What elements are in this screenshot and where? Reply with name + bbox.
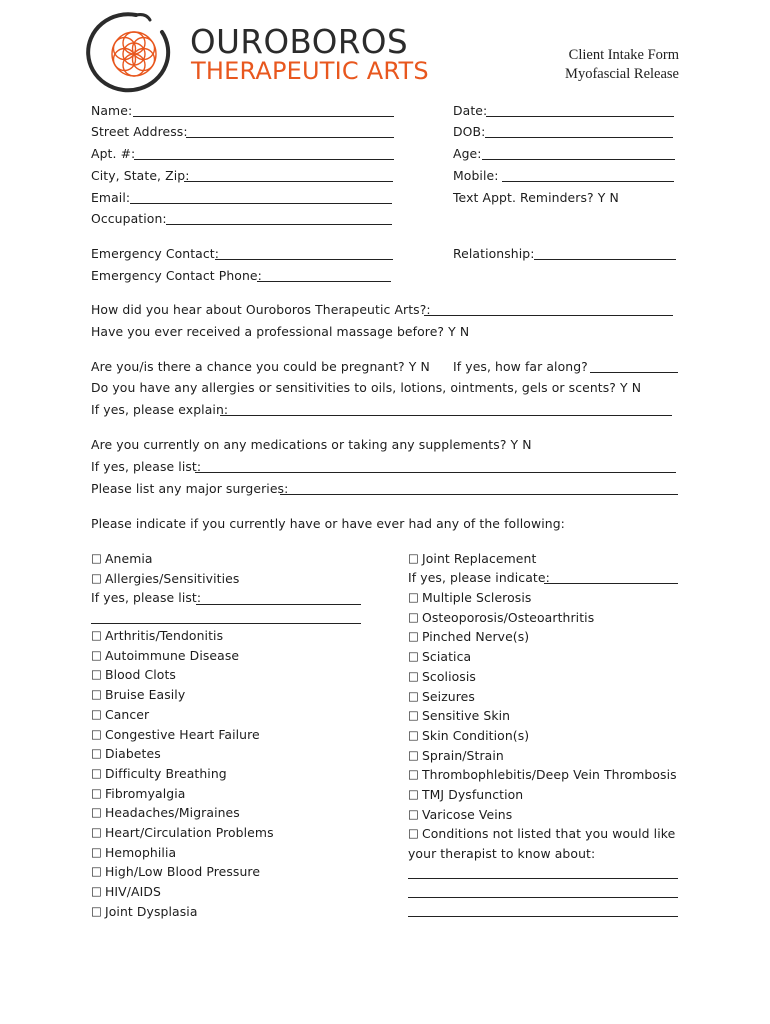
allergies-list-field-2[interactable] [91, 623, 361, 624]
emergency-contact-label: Emergency Contact: [91, 246, 220, 261]
other-conditions-field-3[interactable] [408, 916, 678, 917]
condition-item[interactable] [408, 728, 529, 744]
city-field[interactable] [184, 181, 393, 182]
condition-label: Hemophilia [104, 844, 177, 860]
condition-item[interactable] [91, 884, 161, 900]
condition-item[interactable] [408, 807, 512, 823]
condition-label: Heart/Circulation Problems [104, 825, 274, 840]
pregnant-question[interactable]: Are you/is there a chance you could be pregnant? Y N [91, 359, 430, 374]
condition-item[interactable] [91, 648, 239, 664]
condition-item[interactable]: □ Joint Replacement [408, 551, 537, 566]
brand-name: OUROBOROS [190, 23, 409, 61]
checkbox-icon[interactable]: □ [408, 590, 419, 604]
condition-item[interactable] [91, 864, 260, 880]
street-field[interactable] [186, 137, 394, 138]
email-field[interactable] [130, 203, 392, 204]
form-subtitle: Myofascial Release [565, 66, 679, 82]
brand-subtitle: THERAPEUTIC ARTS [191, 57, 429, 85]
condition-item[interactable] [91, 628, 223, 644]
condition-item[interactable] [91, 805, 240, 821]
form-title: Client Intake Form [568, 47, 679, 63]
name-field[interactable] [133, 116, 394, 117]
condition-item[interactable] [91, 904, 198, 920]
allergies-question[interactable]: Do you have any allergies or sensitivities to oils, lotions, ointments, gels or scents? Y N [91, 380, 642, 395]
condition-item[interactable] [91, 707, 149, 723]
condition-label: Multiple Sclerosis [421, 590, 532, 605]
condition-item[interactable] [91, 766, 227, 782]
checkbox-icon[interactable]: □ [408, 551, 419, 565]
heard-about-field[interactable] [424, 315, 673, 316]
condition-label: Blood Clots [104, 667, 176, 683]
age-label: Age: [453, 146, 482, 161]
condition-item[interactable] [408, 767, 677, 783]
condition-item[interactable] [408, 787, 523, 803]
checkbox-icon[interactable]: □ [91, 903, 102, 918]
condition-item[interactable] [91, 746, 161, 762]
condition-label: Skin Condition(s) [421, 727, 530, 743]
surgeries-field[interactable] [280, 494, 678, 495]
condition-item[interactable] [91, 786, 185, 802]
condition-label: HIV/AIDS [104, 884, 161, 900]
emergency-phone-label: Emergency Contact Phone: [91, 268, 262, 283]
condition-label: Thrombophlebitis/Deep Vein Thrombosis [421, 767, 677, 783]
allergies-explain-label: If yes, please explain: [91, 402, 229, 417]
condition-label: Fibromyalgia [104, 785, 186, 801]
emergency-phone-field[interactable] [257, 281, 391, 282]
surgeries-label: Please list any major surgeries: [91, 481, 289, 496]
emergency-contact-field[interactable] [215, 259, 393, 260]
street-label: Street Address: [91, 124, 188, 139]
checkbox-icon[interactable]: □ [91, 884, 102, 899]
checkbox-icon[interactable]: □ [408, 787, 419, 801]
logo [84, 10, 184, 96]
condition-label: Congestive Heart Failure [104, 726, 260, 742]
checkbox-icon[interactable]: □ [91, 628, 102, 642]
condition-item[interactable] [408, 669, 476, 685]
condition-item[interactable] [408, 629, 529, 645]
checkbox-icon[interactable]: □ [408, 826, 419, 840]
condition-label: Cancer [104, 706, 150, 722]
condition-item[interactable] [91, 825, 274, 841]
medications-list-field[interactable] [195, 472, 676, 473]
condition-item[interactable]: □ Conditions not listed that you would like [408, 826, 676, 841]
text-reminders-question[interactable]: Text Appt. Reminders? Y N [453, 190, 619, 205]
condition-label: Sciatica [421, 649, 472, 665]
heard-about-label: How did you hear about Ouroboros Therapeutic Arts?: [91, 302, 431, 317]
date-label: Date: [453, 103, 488, 118]
condition-item[interactable] [408, 689, 475, 705]
checkbox-icon[interactable]: □ [408, 708, 419, 723]
checkbox-icon[interactable]: □ [91, 805, 102, 820]
email-label: Email: [91, 190, 131, 205]
name-label: Name: [91, 103, 133, 118]
checkbox-icon[interactable]: □ [91, 726, 102, 741]
flower-of-life-ouroboros-icon [84, 10, 184, 96]
checkbox-icon[interactable]: □ [408, 767, 419, 782]
checkbox-icon[interactable]: □ [91, 785, 102, 800]
checkbox-icon[interactable]: □ [91, 571, 102, 585]
checkbox-icon[interactable]: □ [408, 649, 419, 664]
condition-label: TMJ Dysfunction [421, 787, 524, 802]
condition-label: Arthritis/Tendonitis [104, 628, 224, 643]
checkbox-icon[interactable]: □ [91, 687, 102, 702]
medications-question[interactable]: Are you currently on any medications or taking any supplements? Y N [91, 437, 532, 452]
condition-label: Joint Dysplasia [104, 903, 198, 919]
condition-item[interactable] [91, 687, 185, 703]
allergies-explain-field[interactable] [220, 415, 672, 416]
medications-list-label: If yes, please list: [91, 459, 202, 474]
condition-label: Sensitive Skin [421, 708, 511, 724]
how-far-label: If yes, how far along? [453, 359, 588, 374]
checkbox-icon[interactable]: □ [408, 806, 419, 821]
other-conditions-field-1[interactable] [408, 878, 678, 879]
condition-item[interactable] [408, 708, 510, 724]
occupation-label: Occupation: [91, 211, 167, 226]
condition-item[interactable]: □ Allergies/Sensitivities [91, 571, 240, 586]
relationship-field[interactable] [534, 259, 676, 260]
condition-item[interactable] [408, 610, 594, 626]
apt-field[interactable] [134, 159, 394, 160]
condition-item[interactable]: □ Anemia [91, 551, 153, 566]
checkbox-icon[interactable]: □ [91, 746, 102, 761]
condition-label: Autoimmune Disease [104, 647, 240, 663]
apt-label: Apt. #: [91, 146, 136, 161]
conditions-intro: Please indicate if you currently have or have ever had any of the following: [91, 516, 565, 531]
relationship-label: Relationship: [453, 246, 535, 261]
condition-label: Varicose Veins [421, 806, 513, 822]
mobile-label: Mobile: [453, 168, 499, 183]
city-label: City, State, Zip: [91, 168, 190, 183]
checkbox-icon[interactable]: □ [91, 647, 102, 662]
other-conditions-label: your therapist to know about: [408, 846, 596, 861]
checkbox-icon[interactable]: □ [91, 551, 102, 565]
condition-item[interactable] [408, 748, 504, 764]
condition-label: Sprain/Strain [421, 747, 504, 763]
checkbox-icon[interactable]: □ [408, 688, 419, 703]
dob-field[interactable] [485, 137, 673, 138]
condition-label: Headaches/Migraines [104, 805, 240, 821]
checkbox-icon[interactable]: □ [91, 825, 102, 839]
joint-replacement-field[interactable] [544, 583, 678, 584]
condition-label: Difficulty Breathing [104, 765, 227, 781]
how-far-field[interactable] [590, 372, 678, 373]
checkbox-icon[interactable]: □ [91, 667, 102, 682]
condition-item[interactable] [408, 649, 471, 665]
condition-item[interactable] [91, 667, 176, 683]
allergies-list-label: If yes, please list: [91, 590, 202, 605]
allergies-list-field[interactable] [196, 604, 361, 605]
condition-label: Osteoporosis/Osteoarthritis [421, 609, 595, 625]
condition-label: Bruise Easily [104, 687, 186, 703]
condition-label: Seizures [421, 688, 475, 704]
checkbox-icon[interactable]: □ [91, 706, 102, 721]
checkbox-icon[interactable]: □ [408, 747, 419, 762]
checkbox-icon[interactable]: □ [91, 864, 102, 879]
joint-replacement-label: If yes, please indicate: [408, 570, 550, 585]
other-conditions-field-2[interactable] [408, 897, 678, 898]
condition-label: Diabetes [104, 746, 161, 762]
dob-label: DOB: [453, 124, 486, 139]
occupation-field[interactable] [166, 224, 392, 225]
condition-label: Scoliosis [421, 668, 476, 684]
checkbox-icon[interactable]: □ [408, 727, 419, 742]
condition-item[interactable] [91, 845, 176, 861]
condition-label: High/Low Blood Pressure [104, 864, 261, 880]
condition-item[interactable] [91, 727, 260, 743]
condition-label: Pinched Nerve(s) [421, 629, 530, 645]
checkbox-icon[interactable]: □ [408, 668, 419, 683]
checkbox-icon[interactable]: □ [408, 609, 419, 624]
age-field[interactable] [482, 159, 675, 160]
checkbox-icon[interactable]: □ [91, 844, 102, 859]
prior-massage-question[interactable]: Have you ever received a professional massage before? Y N [91, 324, 470, 339]
condition-item[interactable] [408, 590, 531, 606]
checkbox-icon[interactable]: □ [408, 629, 419, 644]
mobile-field[interactable] [502, 181, 674, 182]
date-field[interactable] [486, 116, 674, 117]
checkbox-icon[interactable]: □ [91, 765, 102, 780]
